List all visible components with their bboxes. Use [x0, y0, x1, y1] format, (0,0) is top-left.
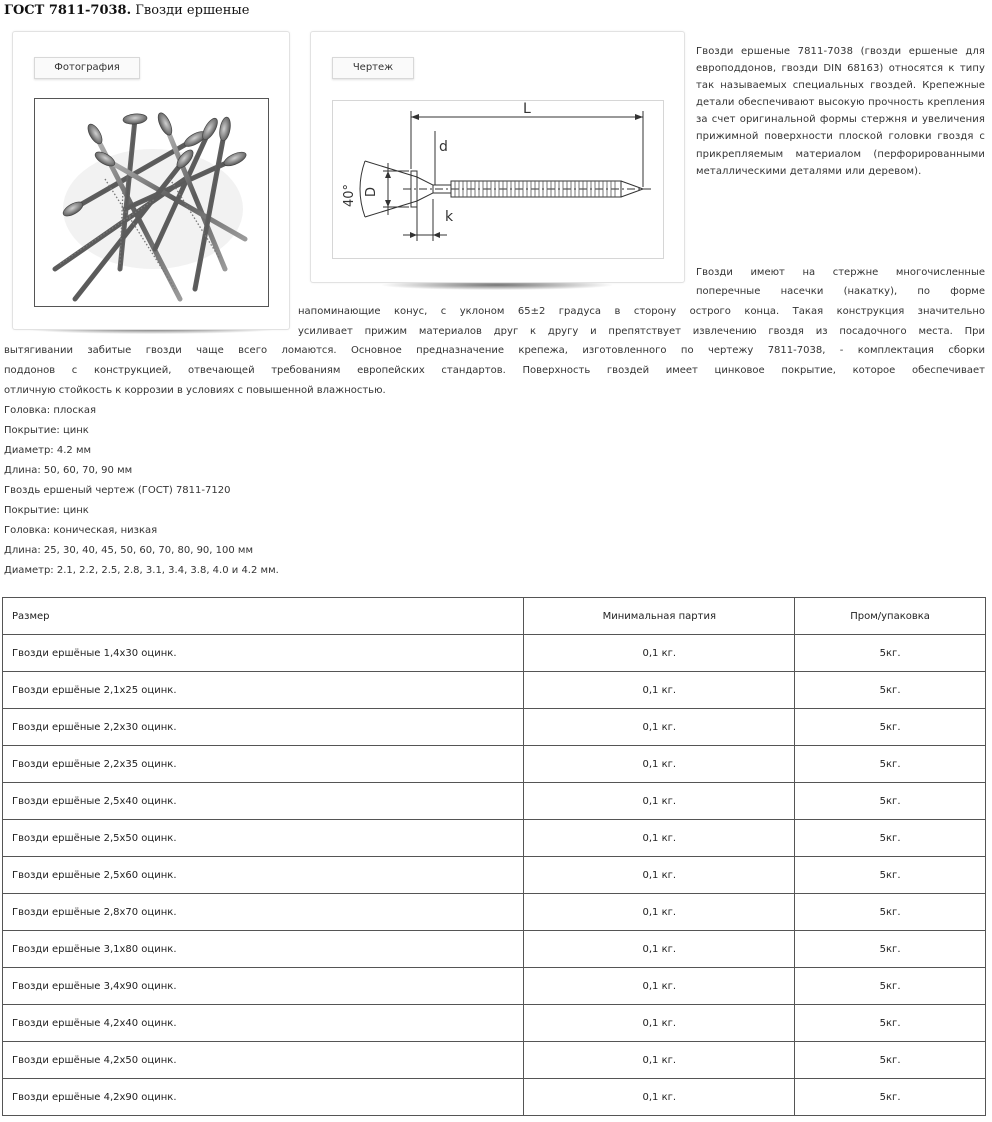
- label-L: L: [523, 101, 531, 117]
- cell-package: 5кг.: [795, 1042, 986, 1079]
- desc-line-3: напоминающие конус, с уклоном 65±2 градуса в сторону острого конца. Такая конструкция значительно: [298, 306, 985, 317]
- table-row: [3, 968, 986, 1005]
- desc-line-7: отличную стойкость к коррозии в условиях с повышенной влажностью.: [4, 385, 386, 396]
- label-angle: 40°: [342, 183, 357, 207]
- label-D: D: [364, 186, 379, 197]
- cell-package: 5кг.: [795, 635, 986, 672]
- cell-size: Гвозди ершёные 2,5х40 оцинк.: [3, 783, 524, 820]
- cell-size: Гвозди ершёные 2,2х35 оцинк.: [3, 746, 524, 783]
- table-row: [3, 820, 986, 857]
- desc-line-1: Гвозди имеют на стержне многочисленные: [696, 267, 985, 278]
- cell-size: Гвозди ершёные 2,2х30 оцинк.: [3, 709, 524, 746]
- product-table: [2, 597, 986, 1116]
- cell-package: 5кг.: [795, 857, 986, 894]
- cell-size: Гвозди ершёные 3,1х80 оцинк.: [3, 931, 524, 968]
- photo-tab[interactable]: Фотография: [34, 57, 140, 79]
- cell-min-batch: 0,1 кг.: [524, 709, 795, 746]
- header-min-batch: Минимальная партия: [524, 598, 795, 635]
- cell-size: Гвозди ершёные 2,8х70 оцинк.: [3, 894, 524, 931]
- cell-package: 5кг.: [795, 931, 986, 968]
- cell-min-batch: 0,1 кг.: [524, 635, 795, 672]
- table-row: [3, 1042, 986, 1079]
- cell-min-batch: 0,1 кг.: [524, 1005, 795, 1042]
- spec-coating: Покрытие: цинк: [4, 425, 89, 436]
- cell-package: 5кг.: [795, 709, 986, 746]
- table-row: [3, 635, 986, 672]
- table-row: [3, 746, 986, 783]
- cell-package: 5кг.: [795, 672, 986, 709]
- photo-card: [12, 31, 290, 330]
- cell-min-batch: 0,1 кг.: [524, 672, 795, 709]
- cell-min-batch: 0,1 кг.: [524, 894, 795, 931]
- cell-package: 5кг.: [795, 820, 986, 857]
- drawing-card: [310, 31, 685, 283]
- gost-code: ГОСТ 7811-7038.: [4, 3, 132, 18]
- cell-package: 5кг.: [795, 1005, 986, 1042]
- desc-line-4: усиливает прижим материалов друг к другу и препятствует извлечению гвоздя из посадочного места. При: [298, 326, 985, 337]
- description-right: Гвозди ершеные 7811-7038 (гвозди ершеные для европоддонов, гвозди DIN 68163) относятся к типу так называемых специальных гвоздей. Крепежные детали обеспечивают высокую прочность крепления за счет оригинальной формы стержня и увеличения прижимной поверхности плоской головки гвоздя с прикрепляемым материалом (перфорированными металлическими деталями или деревом).: [696, 46, 985, 177]
- header-size: Размер: [3, 598, 524, 635]
- cell-package: 5кг.: [795, 968, 986, 1005]
- desc-line-6: поддонов с конструкцией, отвечающей требованиям европейских стандартов. Поверхность гвоздей имеет цинковое покрытие, которое обеспечивает: [4, 365, 985, 376]
- product-name: Гвозди ершеные: [135, 3, 250, 18]
- spec-head: Головка: плоская: [4, 405, 97, 416]
- drawing-tab[interactable]: Чертеж: [332, 57, 414, 79]
- table-row: [3, 709, 986, 746]
- cell-size: Гвозди ершёные 3,4х90 оцинк.: [3, 968, 524, 1005]
- nail-technical-drawing: [333, 101, 663, 258]
- cell-min-batch: 0,1 кг.: [524, 968, 795, 1005]
- spec-length: Длина: 50, 60, 70, 90 мм: [4, 465, 133, 476]
- spec-drawing-title: Гвоздь ершеный чертеж (ГОСТ) 7811-7120: [4, 485, 231, 496]
- cell-min-batch: 0,1 кг.: [524, 746, 795, 783]
- cell-package: 5кг.: [795, 783, 986, 820]
- cell-package: 5кг.: [795, 1079, 986, 1116]
- label-d: d: [439, 139, 448, 155]
- cell-size: Гвозди ершёные 4,2х50 оцинк.: [3, 1042, 524, 1079]
- table-row: [3, 1005, 986, 1042]
- nails-photo-image: [35, 99, 268, 306]
- cell-package: 5кг.: [795, 746, 986, 783]
- table-row: [3, 672, 986, 709]
- cell-package: 5кг.: [795, 894, 986, 931]
- cell-size: Гвозди ершёные 2,5х60 оцинк.: [3, 857, 524, 894]
- cell-min-batch: 0,1 кг.: [524, 857, 795, 894]
- spec-head-2: Головка: коническая, низкая: [4, 525, 158, 536]
- table-row: [3, 783, 986, 820]
- spec-length-2: Длина: 25, 30, 40, 45, 50, 60, 70, 80, 90, 100 мм: [4, 545, 254, 556]
- cell-size: Гвозди ершёные 2,5х50 оцинк.: [3, 820, 524, 857]
- table-header-row: [3, 598, 986, 635]
- cell-min-batch: 0,1 кг.: [524, 931, 795, 968]
- table-row: [3, 857, 986, 894]
- page-title: [4, 3, 249, 18]
- cell-size: Гвозди ершёные 2,1х25 оцинк.: [3, 672, 524, 709]
- cell-size: Гвозди ершёные 4,2х90 оцинк.: [3, 1079, 524, 1116]
- cell-min-batch: 0,1 кг.: [524, 783, 795, 820]
- table-row: [3, 894, 986, 931]
- desc-line-2: поперечные насечки (накатку), по форме: [696, 286, 985, 297]
- spec-diameter: Диаметр: 4.2 мм: [4, 445, 92, 456]
- spec-diameter-2: Диаметр: 2.1, 2.2, 2.5, 2.8, 3.1, 3.4, 3.8, 4.0 и 4.2 мм.: [4, 565, 279, 576]
- table-row: [3, 931, 986, 968]
- spec-coating-2: Покрытие: цинк: [4, 505, 89, 516]
- header-package: Пром/упаковка: [795, 598, 986, 635]
- cell-min-batch: 0,1 кг.: [524, 1079, 795, 1116]
- cell-min-batch: 0,1 кг.: [524, 820, 795, 857]
- cell-size: Гвозди ершёные 4,2х40 оцинк.: [3, 1005, 524, 1042]
- nail-drawing: [332, 100, 664, 259]
- table-row: [3, 1079, 986, 1116]
- cell-size: Гвозди ершёные 1,4х30 оцинк.: [3, 635, 524, 672]
- label-k: k: [445, 209, 454, 225]
- nails-photo: [34, 98, 269, 307]
- cell-min-batch: 0,1 кг.: [524, 1042, 795, 1079]
- desc-line-5: вытягивании забитые гвозди чаще всего ломаются. Основное предназначение крепежа, изготовленного по чертежу 7811-7038, - комплектация сборки: [4, 345, 985, 356]
